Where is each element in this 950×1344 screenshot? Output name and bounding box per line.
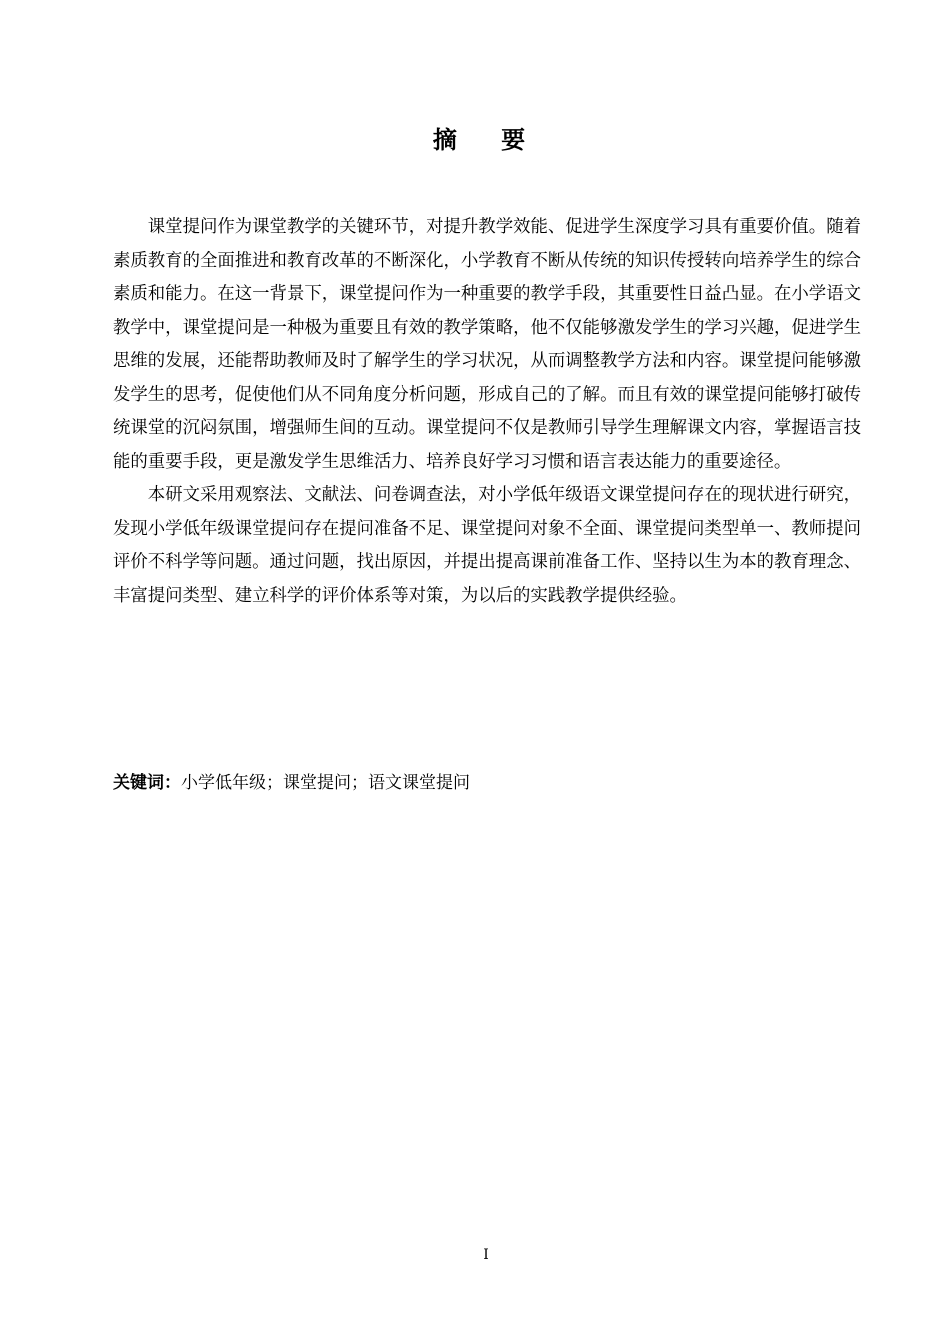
page-number: I [483,1247,489,1263]
abstract-paragraph-2: 本研文采用观察法、文献法、问卷调查法，对小学低年级语文课堂提问存在的现状进行研究，发现小学低年级课堂提问存在提问准备不足、课堂提问对象不全面、课堂提问类型单一、教师提问评价不科学等问题。通过问题，找出原因，并提出提高课前准备工作、坚持以生为本的教育理念、丰富提问类型、建立科学的评价体系等对策，为以后的实践教学提供经验。 [113,485,861,606]
abstract-body [113,211,861,613]
keywords-label: 关键词： [113,773,181,793]
keywords-line [113,768,861,798]
abstract-paragraph-1: 课堂提问作为课堂教学的关键环节，对提升教学效能、促进学生深度学习具有重要价值。随着素质教育的全面推进和教育改革的不断深化，小学教育不断从传统的知识传授转向培养学生的综合素质和能力。在这一背景下，课堂提问作为一种重要的教学手段，其重要性日益凸显。在小学语文教学中，课堂提问是一种极为重要且有效的教学策略，他不仅能够激发学生的学习兴趣，促进学生思维的发展，还能帮助教师及时了解学生的学习状况，从而调整教学方法和内容。课堂提问能够激发学生的思考，促使他们从不同角度分析问题，形成自己的了解。而且有效的课堂提问能够打破传统课堂的沉闷氛围，增强师生间的互动。课堂提问不仅是教师引导学生理解课文内容，掌握语言技能的重要手段，更是激发学生思维活力、培养良好学习习惯和语言表达能力的重要途径。 [113,217,861,472]
keywords-text: 小学低年级；课堂提问；语文课堂提问 [181,773,470,793]
abstract-title: 摘 要 [432,125,544,154]
